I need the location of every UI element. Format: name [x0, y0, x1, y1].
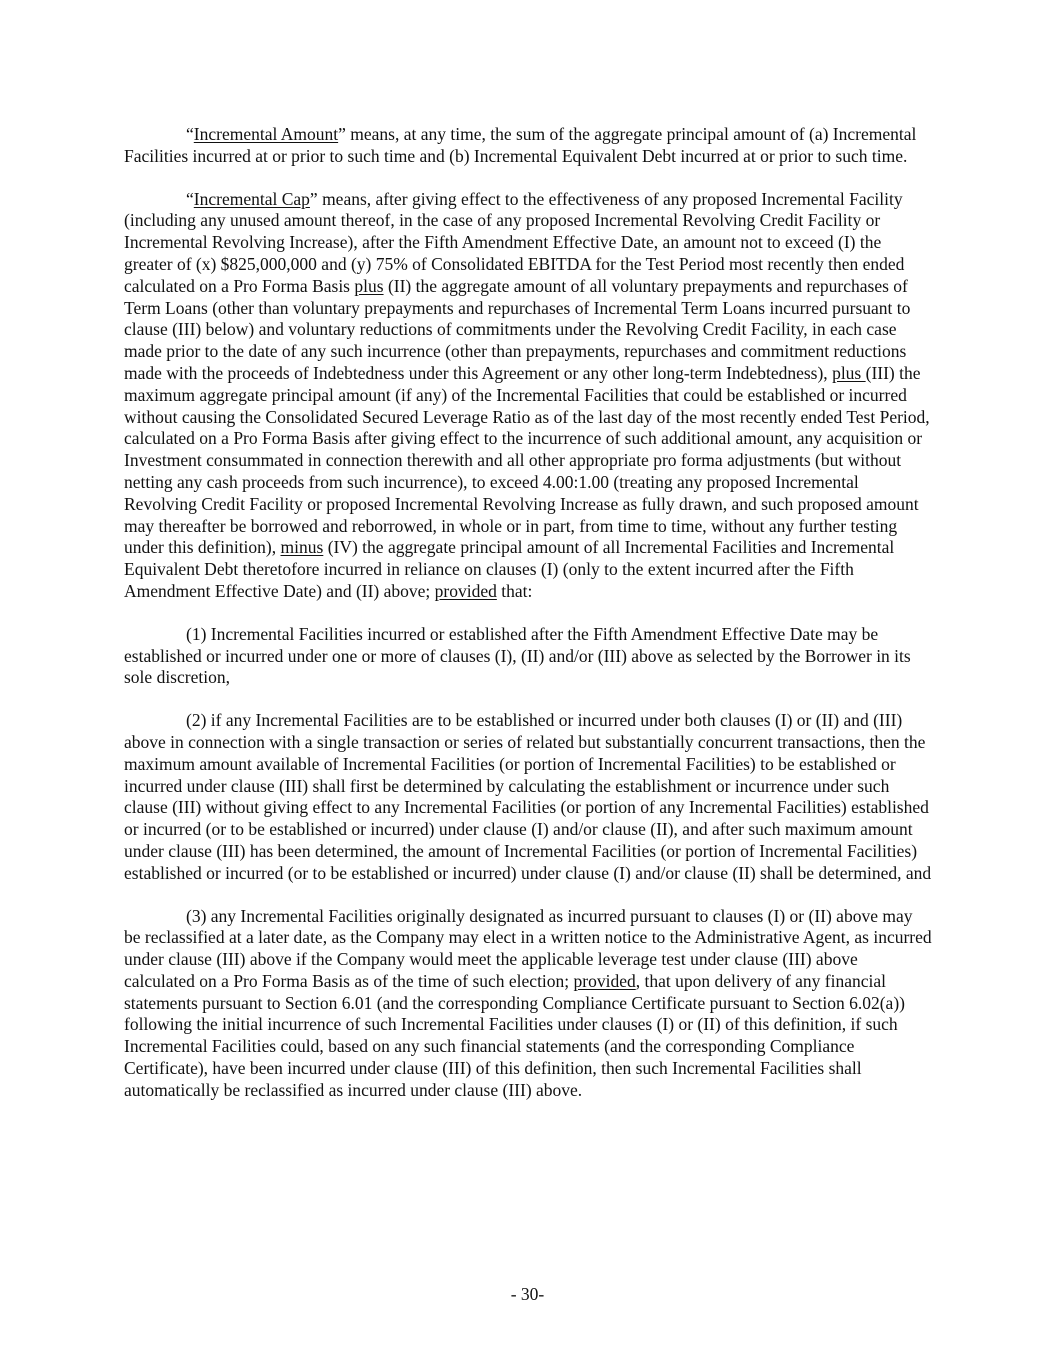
definition-text: ” means, at any time, the sum of the aggregate principal amount of (a) Incremental Facilities incurred at or prior to such time and (b) Incremental Equivalent Debt incurred at or prior to such time.: [124, 124, 917, 166]
definition-text: (III) the maximum aggregate principal amount (if any) of the Incremental Facilities that could be established or incurred without causing the Consolidated Secured Leverage Ratio as of the last day of the most recently ended Test Period, calculated on a Pro Forma Basis after giving effect to the incurrence of such additional amount, any acquisition or Investment consummated in connection therewith and all other appropriate pro forma adjustments (but without netting any cash proceeds from such incurrence), to exceed 4.00:1.00 (treating any proposed Incremental Revolving Credit Facility or proposed Incremental Revolving Increase as fully drawn, and such proposed amount may thereafter be borrowed and reborrowed, in whole or in part, from time to time, without any further testing under this definition),: [124, 362, 930, 558]
clause-text: (3) any Incremental Facilities originally designated as incurred pursuant to clauses (I) or (II) above may be reclassified at a later date, as the Company may elect in a written notice to the Administrative Agent, as incurred under clause (III) above if the Company would meet the applicable leverage test under clause (III) above calculated on a Pro Forma Basis as of the time of such election;: [124, 905, 932, 991]
page-number: - 30-: [510, 1284, 545, 1304]
definition-text: ” means, after giving effect to the effectiveness of any proposed Incremental Facility (including any unused amount thereof, in the case of any proposed Incremental Revolving Credit Facility or Incremental Revolving Increase), after the Fifth Amendment Effective Date, an amount not to exceed (I) the greater of (x) $825,000,000 and (y) 75% of Consolidated EBITDA for the Test Period most recently then ended calculated on a Pro Forma Basis: [124, 188, 905, 296]
definition-incremental-amount: [124, 124, 932, 168]
open-quote: “: [186, 124, 194, 144]
clause-3: [124, 906, 932, 1102]
definition-text: (IV) the aggregate principal amount of all Incremental Facilities and Incremental Equivalent Debt theretofore incurred in reliance on clauses (I) (only to the extent incurred after the Fifth Amendment Effective Date) and (II) above;: [124, 537, 895, 601]
plus-keyword: plus: [354, 275, 384, 296]
clause-1: (1) Incremental Facilities incurred or established after the Fifth Amendment Effective Date may be established or incurred under one or more of clauses (I), (II) and/or (III) above as selected by the Borrower in its sole discretion,: [124, 623, 911, 688]
definition-text: that:: [496, 580, 533, 601]
document-body: [124, 124, 932, 1123]
minus-keyword: minus: [280, 537, 324, 558]
definition-text: (II) the aggregate amount of all voluntary prepayments and repurchases of Term Loans (other than voluntary prepayments and repurchases of Incremental Term Loans incurred pursuant to clause (III) below) and voluntary reductions of commitments under the Revolving Credit Facility, in each case made prior to the date of any such incurrence (other than prepayments, repurchases and commitment reductions made with the proceeds of Indebtedness under this Agreement or any other long-term Indebtedness),: [124, 275, 911, 383]
defined-term-incremental-amount: Incremental Amount: [193, 124, 339, 144]
provided-keyword: provided: [434, 580, 497, 601]
defined-term-incremental-cap: Incremental Cap: [193, 188, 310, 209]
clause-2: (2) if any Incremental Facilities are to be established or incurred under both clauses (I) or (II) and (III) above in connection with a single transaction or series of related but substantially concurrent transactions, then the maximum amount available of Incremental Facilities (or portion of Incremental Facilities) to be established or incurred under clause (III) shall first be determined by calculating the establishment or incurrence under such clause (III) without giving effect to any Incremental Facilities (or portion of any Incremental Facilities) established or incurred (or to be established or incurred) under clause (I) and/or clause (II), and after such maximum amount under clause (III) has been determined, the amount of Incremental Facilities (or portion of Incremental Facilities) established or incurred (or to be established or incurred) under clause (I) and/or clause (II) shall be determined, and: [124, 710, 932, 883]
clause-text: , that upon delivery of any financial statements pursuant to Section 6.01 (and the corresponding Compliance Certificate pursuant to Section 6.02(a)) following the initial incurrence of such Incremental Facilities under clauses (I) or (II) of this definition, if such Incremental Facilities could, based on any such financial statements (and the corresponding Compliance Certificate), have been incurred under clause (III) of this definition, then such Incremental Facilities shall automatically be reclassified as incurred under clause (III) above.: [124, 970, 905, 1100]
plus-keyword: plus: [832, 362, 866, 383]
open-quote: “: [186, 188, 194, 209]
provided-keyword: provided: [573, 970, 636, 991]
definition-incremental-cap: [124, 189, 932, 603]
